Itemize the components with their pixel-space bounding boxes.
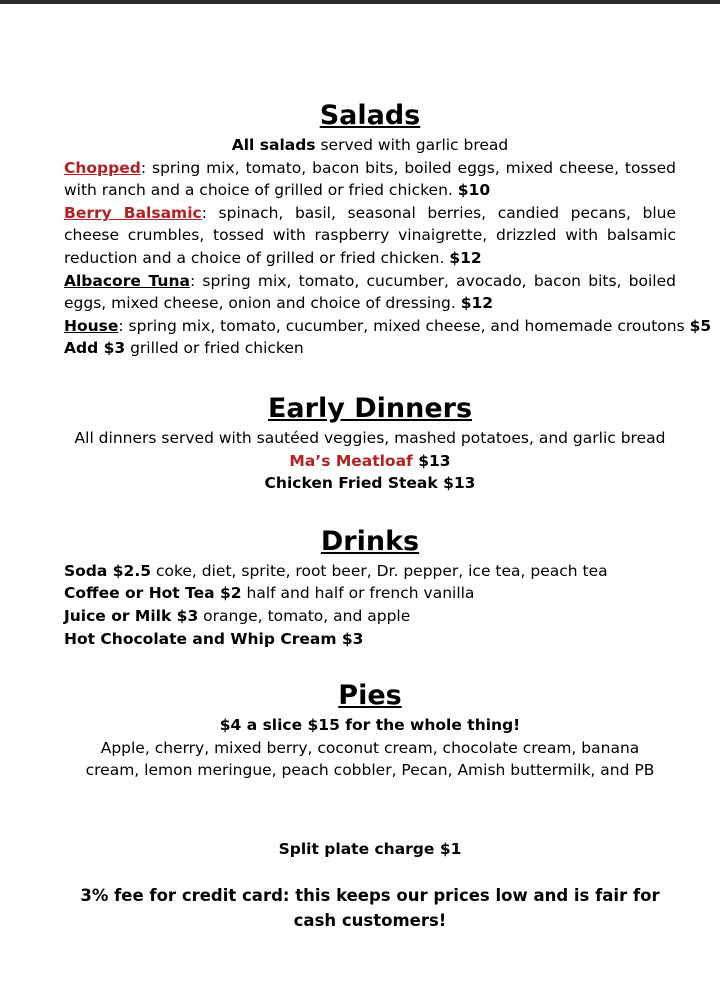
dinner-item-chicken-fried-steak: Chicken Fried Steak $13: [264, 474, 476, 493]
early-dinners-title: Early Dinners: [267, 392, 473, 424]
credit-card-fee: 3% fee for credit card: this keeps our prices low and is fair for cash customers!: [80, 886, 660, 931]
early-dinners-intro: All dinners served with sautéed veggies, mashed potatoes, and garlic bread: [74, 428, 666, 447]
pies-price-line: $4 a slice $15 for the whole thing!: [219, 716, 521, 735]
drinks-title: Drinks: [320, 525, 420, 557]
salad-item-berry-balsamic: [64, 202, 676, 270]
drink-item-hot-chocolate: Hot Chocolate and Whip Cream $3: [64, 629, 364, 648]
menu-page: [64, 98, 712, 933]
pies-flavors: Apple, cherry, mixed berry, coconut cream, chocolate cream, banana cream, lemon meringue, peach cobbler, Pecan, Amish buttermilk, and PB: [85, 738, 655, 780]
salad-desc: : spring mix, tomato, bacon bits, boiled eggs, mixed cheese, tossed with ranch and a choice of grilled or fried chicken.: [64, 158, 676, 200]
salad-item-house: [64, 315, 712, 338]
salad-add-chicken: Add $3 grilled or fried chicken: [64, 339, 304, 358]
pies-title: Pies: [338, 680, 402, 712]
salad-name: Berry Balsamic: [64, 203, 202, 222]
top-border: [0, 0, 720, 4]
salad-desc: : spinach, basil, seasonal berries, candied pecans, blue cheese crumbles, tossed with raspberry vinaigrette, drizzled with balsamic reduction and a choice of grilled or fried chicken.: [64, 203, 676, 267]
salad-price: $12: [460, 294, 494, 313]
split-plate-charge: Split plate charge $1: [278, 839, 462, 858]
drink-item-coffee-tea: Coffee or Hot Tea $2 half and half or french vanilla: [64, 584, 475, 603]
drink-item-juice-milk: Juice or Milk $3 orange, tomato, and apple: [64, 606, 411, 625]
salads-intro: All salads served with garlic bread: [231, 136, 509, 154]
salad-item-chopped: [64, 157, 676, 202]
salad-desc: : spring mix, tomato, cucumber, mixed cheese, and homemade croutons: [118, 316, 690, 335]
dinner-item-meatloaf: Ma’s Meatloaf $13: [289, 451, 451, 470]
salad-desc: : spring mix, tomato, cucumber, avocado, bacon bits, boiled eggs, mixed cheese, onion and choice of dressing.: [64, 271, 676, 313]
salad-item-albacore-tuna: [64, 270, 676, 315]
salad-price: $5: [689, 316, 712, 335]
drink-item-soda: Soda $2.5 coke, diet, sprite, root beer, Dr. pepper, ice tea, peach tea: [64, 561, 608, 580]
salad-price: $12: [449, 248, 482, 267]
salad-name: Albacore Tuna: [64, 271, 190, 290]
salad-name: House: [64, 316, 119, 335]
salads-title: Salads: [319, 100, 421, 131]
salad-price: $10: [457, 181, 491, 200]
salad-name: Chopped: [64, 158, 141, 177]
